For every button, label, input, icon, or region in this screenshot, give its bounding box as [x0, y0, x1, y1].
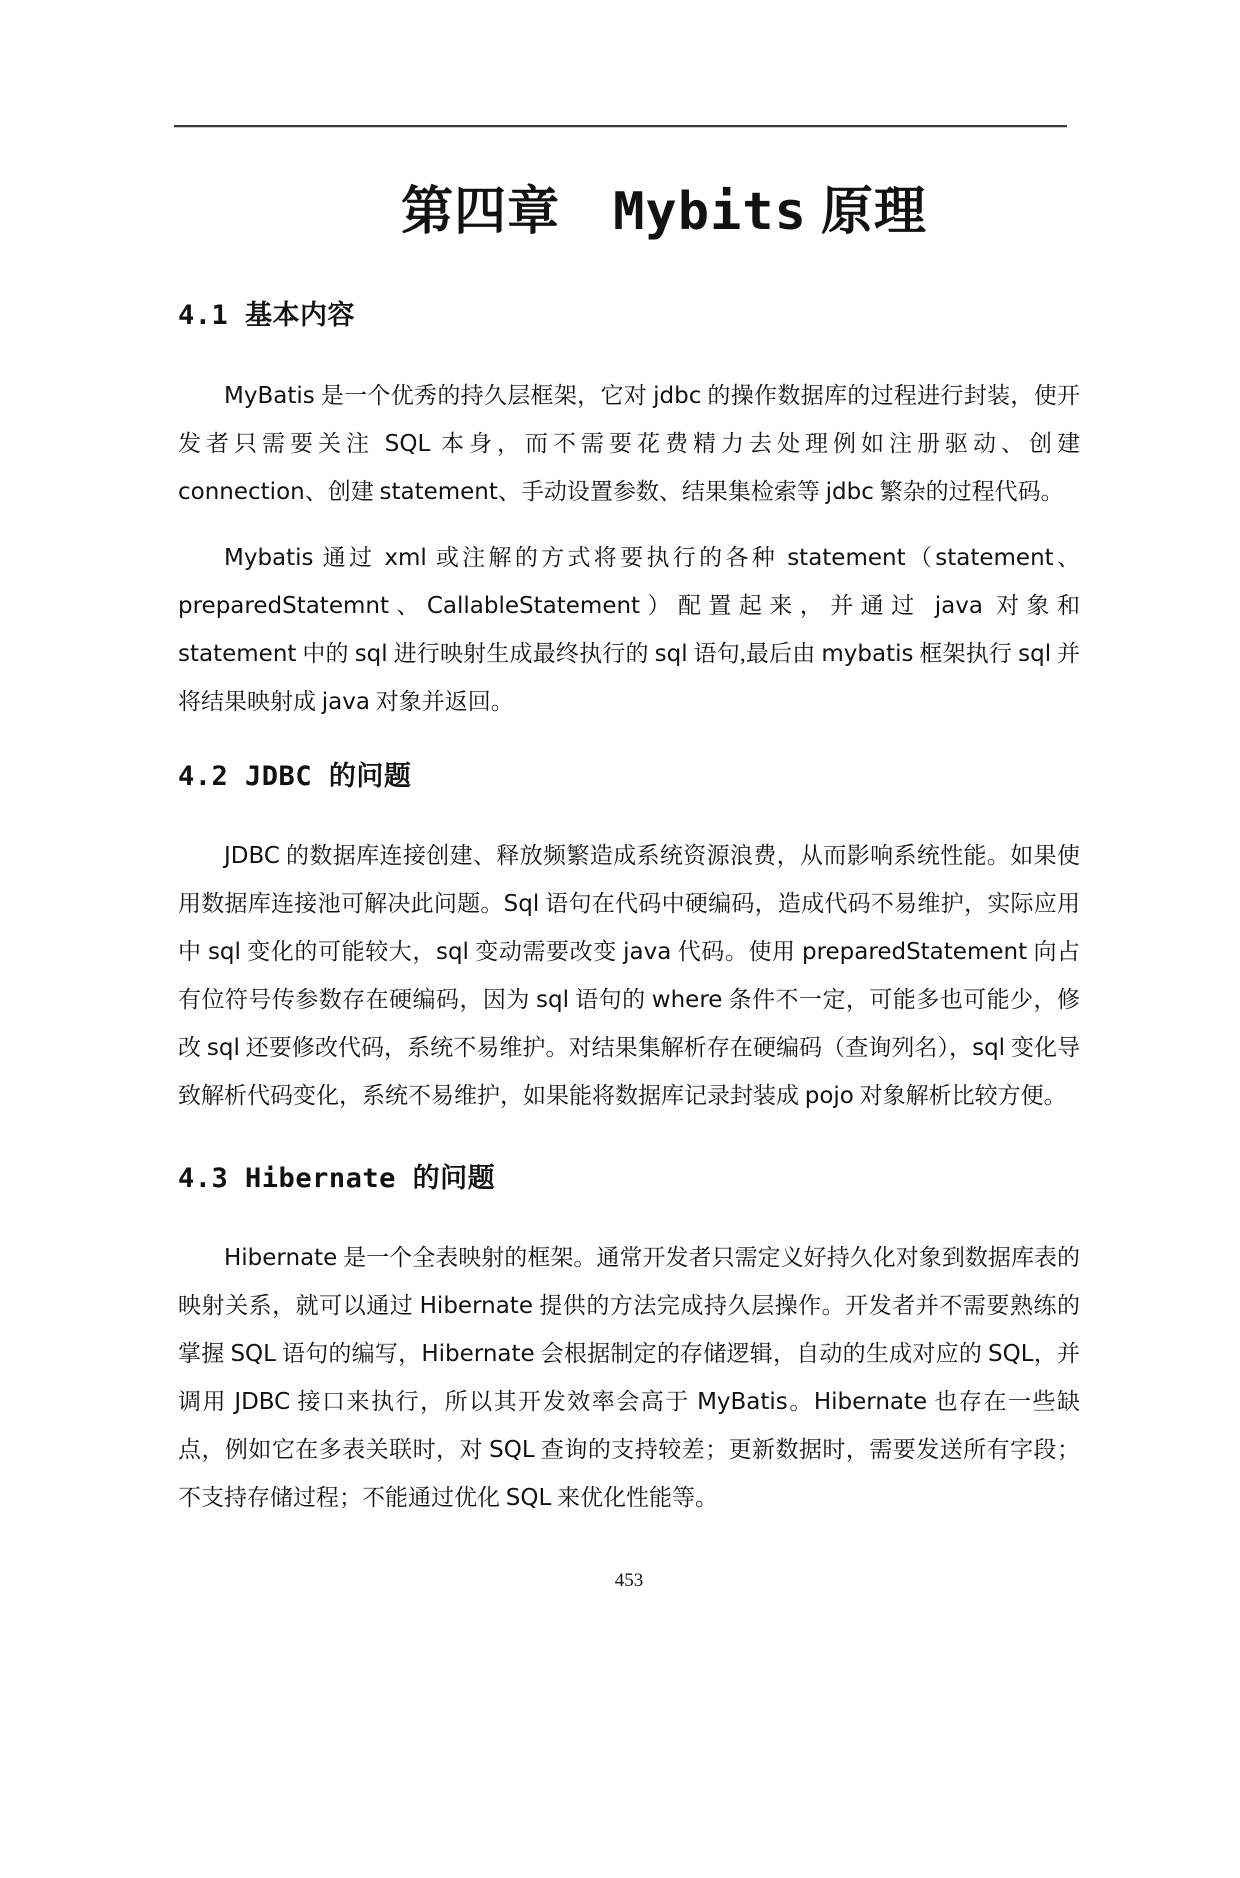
document-page: [178, 125, 1080, 1593]
chapter-title: 第四章 Mybits 原理: [401, 182, 927, 242]
section-heading-4-1: 4.1 基本内容: [178, 300, 356, 331]
section-heading-4-2: 4.2 JDBC 的问题: [178, 761, 412, 792]
paragraph-mybatis-intro: MyBatis 是一个优秀的持久层框架，它对 jdbc 的操作数据库的过程进行封装，使开发者只需要关注 SQL 本身，而不需要花费精力去处理例如注册驱动、创建 connection、创建 statement、手动设置参数、结果集检索等 jdbc 繁杂的过程代码。: [178, 383, 1081, 505]
page-number: 453: [614, 1570, 644, 1591]
paragraph-mybatis-statement: Mybatis 通过 xml 或注解的方式将要执行的各种 statement（statement、preparedStatemnt、CallableStatement）配置起来，并通过 java 对象和 statement 中的 sql 进行映射生成最终执行的 sql 语句,最后由 mybatis 框架执行 sql 并将结果映射成 java 对象并返回。: [178, 545, 1081, 715]
paragraph-jdbc-problems: JDBC 的数据库连接创建、释放频繁造成系统资源浪费，从而影响系统性能。如果使用数据库连接池可解决此问题。Sql 语句在代码中硬编码，造成代码不易维护，实际应用中 sql 变化的可能较大，sql 变动需要改变 java 代码。使用 preparedStatement 向占有位符号传参数存在硬编码，因为 sql 语句的 where 条件不一定，可能多也可能少，修改 sql 还要修改代码，系统不易维护。对结果集解析存在硬编码（查询列名），sql 变化导致解析代码变化，系统不易维护，如果能将数据库记录封装成 pojo 对象解析比较方便。: [178, 843, 1081, 1109]
paragraph-hibernate-problems: Hibernate 是一个全表映射的框架。通常开发者只需定义好持久化对象到数据库表的映射关系，就可以通过 Hibernate 提供的方法完成持久层操作。开发者并不需要熟练的掌握 SQL 语句的编写，Hibernate 会根据制定的存储逻辑，自动的生成对应的 SQL，并调用 JDBC 接口来执行，所以其开发效率会高于 MyBatis。Hibernate 也存在一些缺点，例如它在多表关联时，对 SQL 查询的支持较差；更新数据时，需要发送所有字段；不支持存储过程；不能通过优化 SQL 来优化性能等。: [178, 1245, 1081, 1511]
section-heading-4-3: 4.3 Hibernate 的问题: [178, 1163, 496, 1194]
header-rule: [174, 125, 1067, 128]
